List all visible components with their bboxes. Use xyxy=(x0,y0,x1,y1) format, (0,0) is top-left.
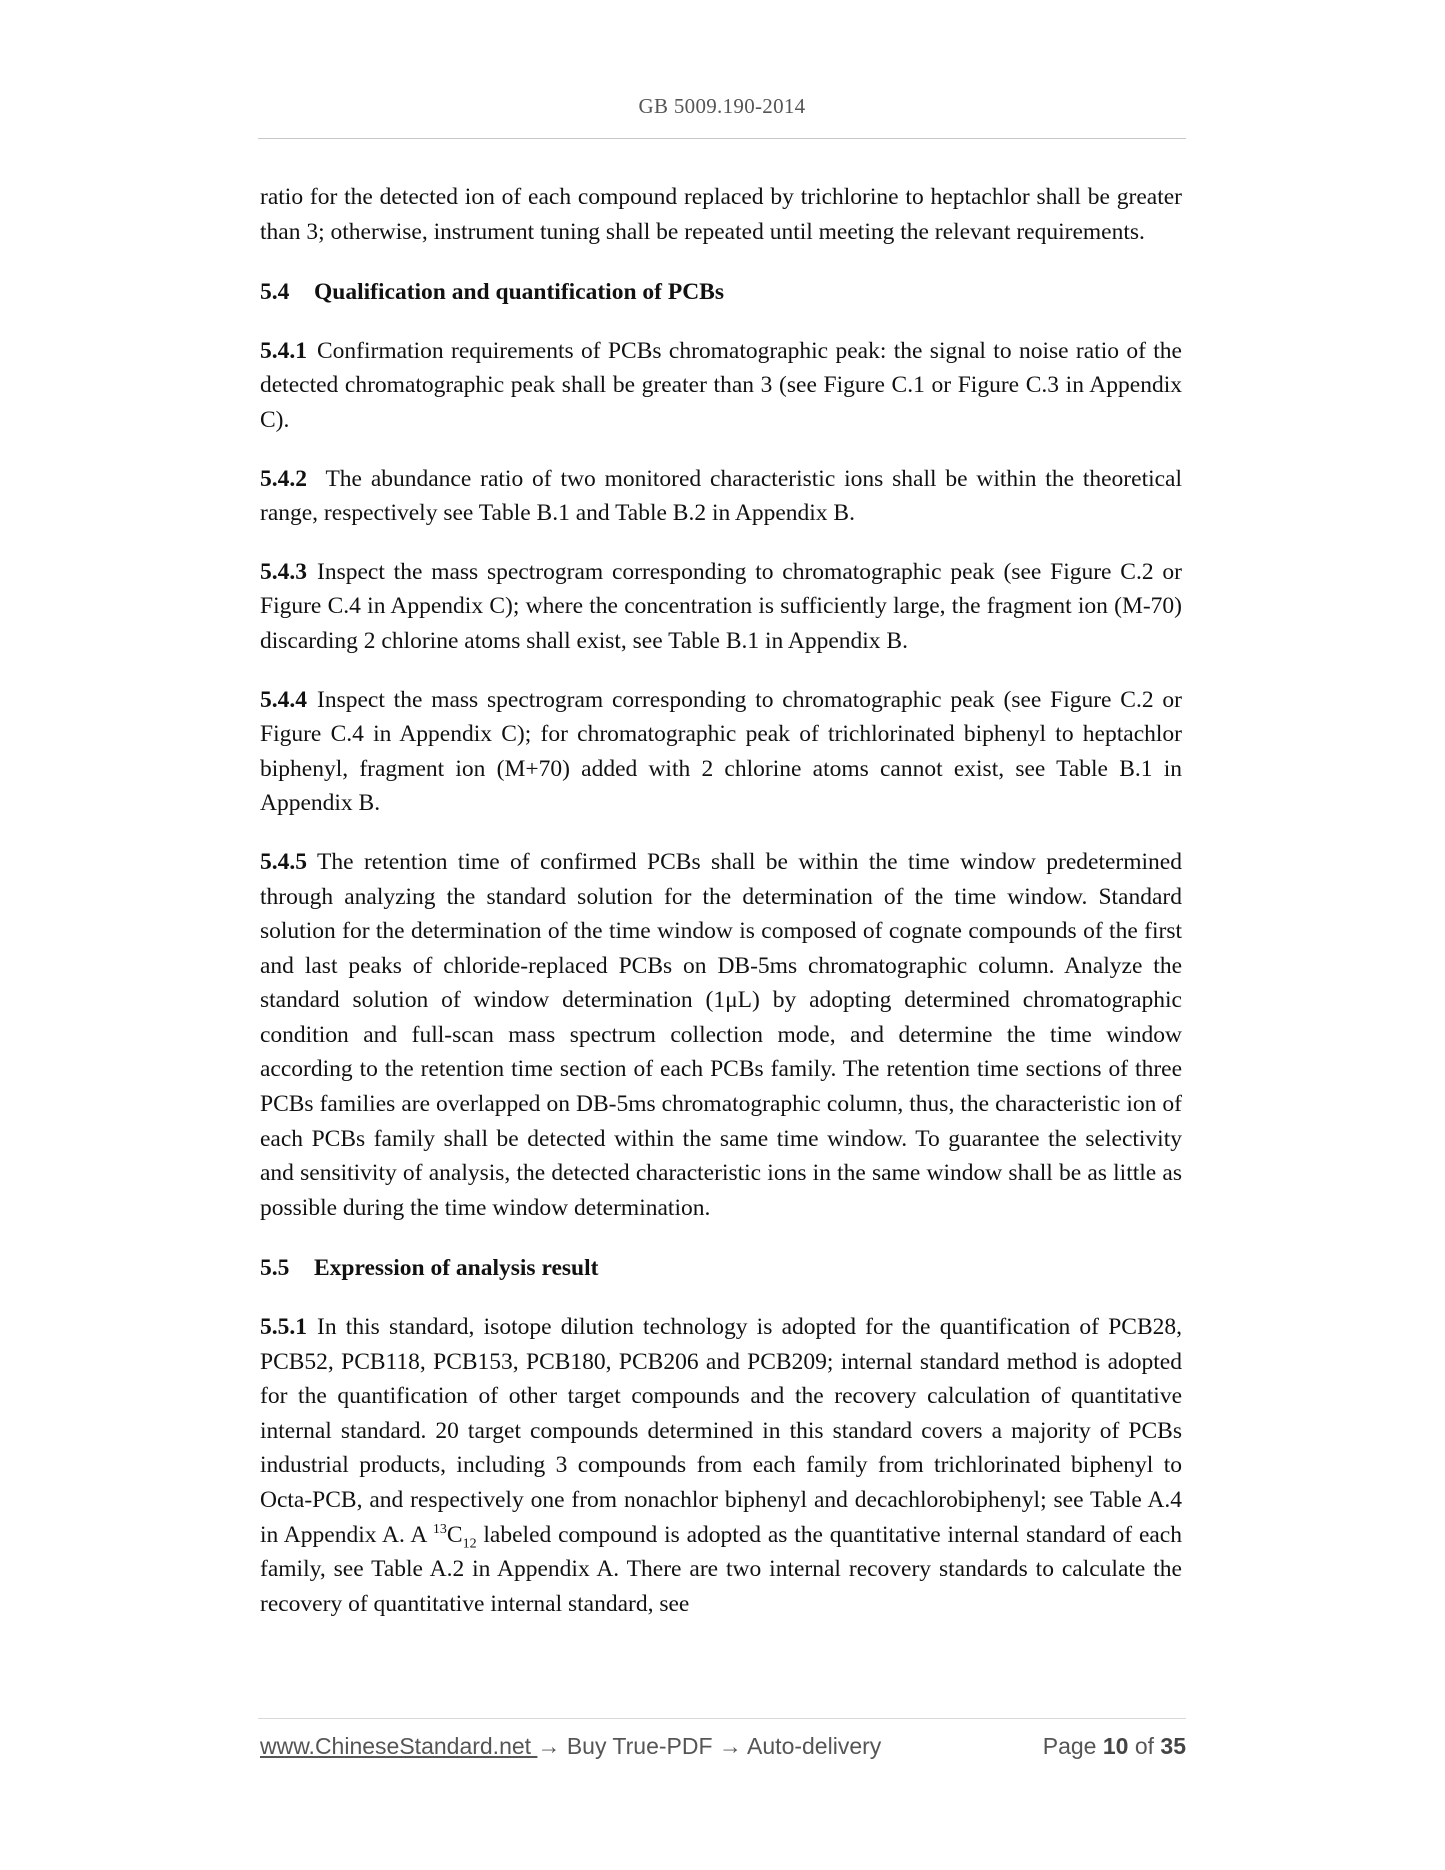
clause-5-4-2 xyxy=(260,462,1182,531)
clause-5-4-5 xyxy=(260,845,1182,1226)
buy-text: Buy True-PDF xyxy=(560,1733,719,1759)
section-title: Expression of analysis result xyxy=(314,1255,599,1282)
clause-text: Inspect the mass spectrogram corresponding to chromatographic peak (see Figure C.2 or Figure C.4 in Appendix C); where the concentration is sufficiently large, the fragment ion (M-70) discarding 2 chlorine atoms shall exist, see Table B.1 in Appendix B. xyxy=(260,558,1182,654)
arrow-right-icon: → xyxy=(718,1733,742,1759)
page-total: 35 xyxy=(1160,1733,1186,1759)
section-heading-5-5 xyxy=(260,1251,1182,1286)
clause-5-4-4 xyxy=(260,683,1182,821)
clause-text-part-a: In this standard, isotope dilution technology is adopted for the quantification of PCB28, PCB52, PCB118, PCB153, PCB180, PCB206 and PCB209; internal standard method is adopted for the quantification of other target compounds and the recovery calculation of quantitative internal standard. 20 target compounds determined in this standard covers a majority of PCBs industrial products, including 3 compounds from each family from trichlorinated biphenyl to Octa-PCB, and respectively one from nonachlor biphenyl and decachlorobiphenyl; see Table A.4 in Appendix A. A xyxy=(260,1314,1182,1548)
of-label: of xyxy=(1134,1733,1155,1759)
arrow-right-icon: → xyxy=(537,1733,561,1759)
isotope-superscript: 13 xyxy=(432,1521,447,1537)
paragraph-continued: ratio for the detected ion of each compound replaced by trichlorine to heptachlor shall be greater than 3; otherwise, instrument tuning shall be repeated until meeting the relevant requirements. xyxy=(260,184,1182,245)
clause-text: The abundance ratio of two monitored characteristic ions shall be within the theoretical range, respectively see Table B.1 and Table B.2 in Appendix B. xyxy=(260,465,1183,527)
clause-number: 5.5.1 xyxy=(260,1314,307,1341)
clause-number: 5.4.5 xyxy=(260,848,307,875)
header-title: GB 5009.190-2014 xyxy=(638,94,806,118)
clause-number: 5.4.1 xyxy=(260,337,307,364)
website-link[interactable]: www.ChineseStandard.net xyxy=(260,1733,538,1759)
section-heading-5-4 xyxy=(260,275,1182,310)
clause-number: 5.4.2 xyxy=(260,465,307,492)
clause-text: The retention time of confirmed PCBs shall be within the time window predetermined through analyzing the standard solution for the determination of the time window. Standard solution for the determination of the time window is composed of cognate compounds of the first and last peaks of chloride-replaced PCBs on DB-5ms chromatographic column. Analyze the standard solution of window determination (1μL) by adopting determined chromatographic condition and full-scan mass spectrum collection mode, and determine the time window according to the retention time section of each PCBs family. The retention time sections of three PCBs families are overlapped on DB-5ms chromatographic column, thus, the characteristic ion of each PCBs family shall be detected within the same time window. To guarantee the selectivity and sensitivity of analysis, the detected characteristic ions in the same window shall be as little as possible during the time window determination. xyxy=(260,848,1182,1221)
header-divider xyxy=(258,138,1186,139)
delivery-text: Auto-delivery xyxy=(741,1733,882,1759)
section-title: Qualification and quantification of PCBs xyxy=(314,279,724,306)
clause-5-4-1 xyxy=(260,334,1182,438)
clause-5-5-1 xyxy=(260,1310,1182,1621)
page-number: 10 xyxy=(1102,1733,1129,1759)
clause-number: 5.4.3 xyxy=(260,558,307,585)
footer-promo xyxy=(260,1733,881,1760)
clause-text: Confirmation requirements of PCBs chromatographic peak: the signal to noise ratio of the detected chromatographic peak shall be greater than 3 (see Figure C.1 or Figure C.3 in Appendix C). xyxy=(260,337,1182,433)
section-number: 5.4 xyxy=(260,279,290,306)
clause-text-part-b: labeled compound is adopted as the quantitative internal standard of each family, see Table A.2 in Appendix A. There are two internal recovery standards to calculate the recovery of quantitative internal standard, see xyxy=(260,1521,1182,1617)
clause-number: 5.4.4 xyxy=(260,686,307,713)
clause-text: Inspect the mass spectrogram corresponding to chromatographic peak (see Figure C.2 or Figure C.4 in Appendix C); for chromatographic peak of trichlorinated biphenyl to heptachlor biphenyl, fragment ion (M+70) added with 2 chlorine atoms cannot exist, see Table B.1 in Appendix B. xyxy=(260,686,1182,817)
footer-divider xyxy=(258,1718,1186,1719)
page-label: Page xyxy=(1042,1733,1097,1759)
page-indicator xyxy=(1043,1733,1186,1760)
section-number: 5.5 xyxy=(260,1255,290,1282)
carbon-count-subscript: 12 xyxy=(462,1536,477,1552)
footer xyxy=(260,1733,1186,1765)
document-body xyxy=(260,180,1182,1621)
carbon-symbol: C xyxy=(446,1521,463,1548)
clause-5-4-3 xyxy=(260,555,1182,659)
